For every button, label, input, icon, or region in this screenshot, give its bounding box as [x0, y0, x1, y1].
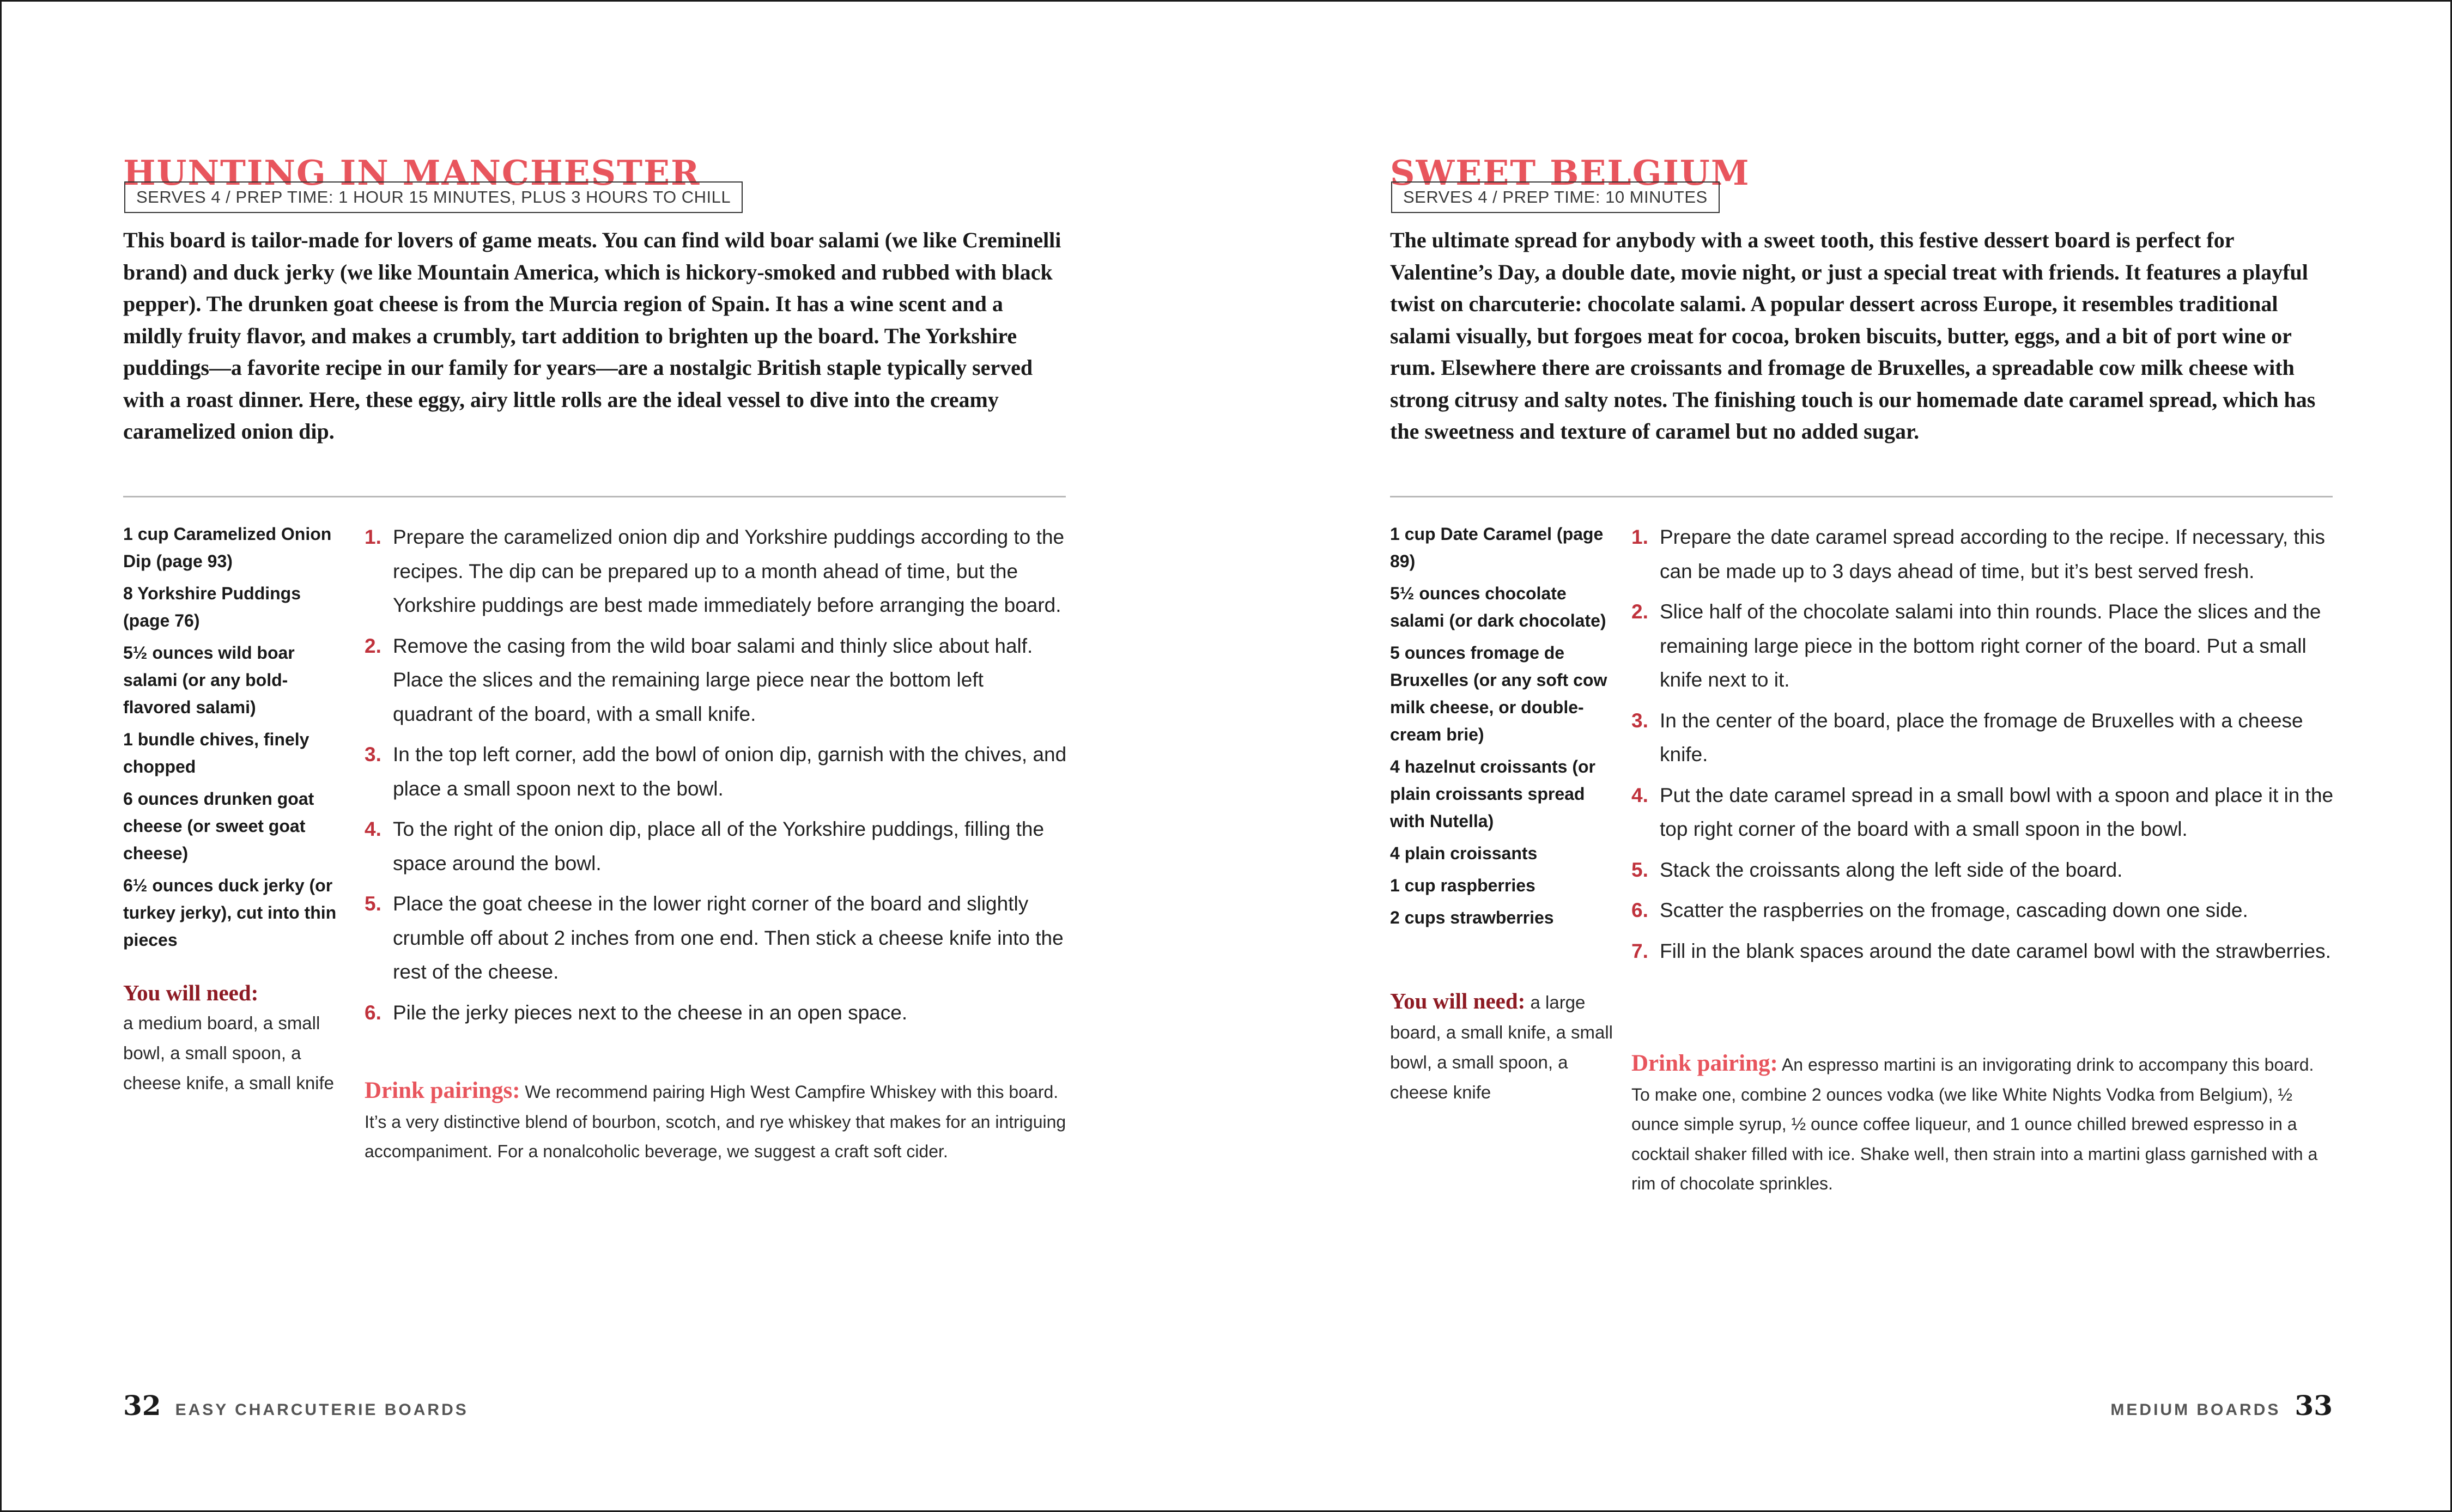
step-item	[1631, 853, 2334, 888]
divider	[123, 496, 1066, 497]
page-footer	[2110, 1389, 2333, 1422]
serves-box: SERVES 4 / PREP TIME: 10 MINUTES	[1391, 181, 1720, 213]
step-number: 1.	[365, 526, 381, 548]
step-list	[365, 520, 1067, 1036]
step-number: 7.	[1631, 939, 1648, 962]
intro-paragraph: The ultimate spread for anybody with a sweet tooth, this festive dessert board is perfect for Valentine’s Day, a double date, movie night, or just a special treat with friends. It features a playful twist on charcuterie: chocolate salami. A popular dessert across Europe, it resembles traditional salami visually, but forgoes meat for cocoa, broken biscuits, butter, eggs, and a bit of port wine or rum. Elsewhere there are croissants and fromage de Bruxelles, a spreadable cow milk cheese with strong citrusy and salty notes. The finishing touch is our homemade date caramel spread, which has the sweetness and texture of caramel but no added sugar.	[1390, 228, 2316, 444]
running-title: EASY CHARCUTERIE BOARDS	[175, 1401, 469, 1419]
step-number: 5.	[365, 892, 381, 915]
drink-pairing-text: We recommend pairing High West Campfire Whiskey with this board. It’s a very distinctive blend of bourbon, scotch, and rye whiskey that makes for an intriguing accompaniment. For a nonalcoholic beverage, we suggest a craft soft cider.	[365, 1082, 1066, 1161]
recipe-title: SWEET BELGIUM	[1390, 153, 1750, 193]
step-item	[1631, 779, 2334, 847]
ingredient-item: 8 Yorkshire Puddings (page 76)	[123, 584, 301, 630]
step-item	[365, 812, 1067, 881]
step-text: Fill in the blank spaces around the date caramel bowl with the strawberries.	[1660, 939, 2331, 962]
ingredient-item: 1 cup Caramelized Onion Dip (page 93)	[123, 524, 332, 571]
step-text: Remove the casing from the wild boar salami and thinly slice about half. Place the slices and the remaining large piece near the bottom left quadrant of the board, with a small knife.	[393, 634, 1033, 725]
step-number: 6.	[1631, 899, 1648, 921]
running-title: MEDIUM BOARDS	[2110, 1401, 2281, 1419]
step-text: To the right of the onion dip, place all of the Yorkshire puddings, filling the space around the bowl.	[393, 818, 1045, 875]
step-item	[1631, 894, 2334, 928]
you-will-need	[123, 978, 352, 1098]
ingredient-list	[123, 520, 344, 958]
step-text: In the center of the board, place the fromage de Bruxelles with a cheese knife.	[1660, 709, 2303, 766]
step-text: Prepare the date caramel spread according to the recipe. If necessary, this can be made up to 3 days ahead of time, but it’s best served fresh.	[1660, 526, 2325, 582]
step-text: Stack the croissants along the left side of the board.	[1660, 858, 2123, 881]
step-item	[1631, 595, 2334, 697]
step-number: 5.	[1631, 858, 1648, 881]
step-item	[1631, 520, 2334, 588]
divider	[1390, 496, 2333, 497]
ingredient-item: 5½ ounces wild boar salami (or any bold-flavored salami)	[123, 643, 295, 717]
step-number: 3.	[365, 743, 381, 766]
step-item	[365, 520, 1067, 623]
step-item	[365, 996, 1067, 1030]
recipe-title: HUNTING IN MANCHESTER	[123, 153, 701, 193]
step-item	[365, 887, 1067, 989]
step-number: 1.	[1631, 526, 1648, 548]
ingredient-item: 2 cups strawberries	[1390, 908, 1554, 927]
you-will-need-label: You will need:	[123, 980, 259, 1005]
drink-pairing-label: Drink pairings:	[365, 1078, 520, 1103]
step-number: 2.	[365, 634, 381, 657]
step-number: 4.	[1631, 784, 1648, 806]
ingredient-item: 6½ ounces duck jerky (or turkey jerky), cut into thin pieces	[123, 876, 337, 950]
ingredient-item: 5½ ounces chocolate salami (or dark chocolate)	[1390, 584, 1606, 630]
ingredient-item: 4 hazelnut croissants (or plain croissants spread with Nutella)	[1390, 757, 1595, 831]
you-will-need-text: a medium board, a small bowl, a small spoon, a cheese knife, a small knife	[123, 1013, 335, 1093]
step-number: 2.	[1631, 600, 1648, 623]
step-text: Place the goat cheese in the lower right corner of the board and slightly crumble off about 2 inches from one end. Then stick a cheese knife into the rest of the cheese.	[393, 892, 1064, 983]
step-list	[1631, 520, 2334, 975]
step-number: 4.	[365, 818, 381, 840]
ingredient-item: 1 bundle chives, finely chopped	[123, 730, 309, 776]
step-text: Pile the jerky pieces next to the cheese in an open space.	[393, 1001, 908, 1024]
step-text: In the top left corner, add the bowl of onion dip, garnish with the chives, and place a small spoon next to the bowl.	[393, 743, 1067, 800]
page-footer	[123, 1389, 469, 1422]
step-item	[365, 629, 1067, 732]
ingredient-item: 5 ounces fromage de Bruxelles (or any soft cow milk cheese, or double-cream brie)	[1390, 643, 1607, 744]
intro-paragraph: This board is tailor-made for lovers of game meats. You can find wild boar salami (we like Creminelli brand) and duck jerky (we like Mountain America, which is hickory-smoked and rubbed with black pepper). The drunken goat cheese is from the Murcia region of Spain. It has a wine scent and a mildly fruity flavor, and makes a crumbly, tart addition to brighten up the board. The Yorkshire puddings—a favorite recipe in our family for years—are a nostalgic British staple typically served with a roast dinner. Here, these eggy, airy little rolls are the ideal vessel to dive into the creamy caramelized onion dip.	[123, 228, 1061, 444]
ingredient-item: 6 ounces drunken goat cheese (or sweet goat cheese)	[123, 789, 314, 863]
step-number: 6.	[365, 1001, 381, 1024]
step-item	[1631, 704, 2334, 772]
you-will-need	[1390, 986, 1619, 1107]
ingredient-item: 4 plain croissants	[1390, 843, 1538, 863]
drink-pairing-label: Drink pairing:	[1631, 1050, 1778, 1076]
drink-pairing-text: An espresso martini is an invigorating drink to accompany this board. To make one, combine 2 ounces vodka (we like White Nights Vodka from Belgium), ½ ounce simple syrup, ½ ounce coffee liqueur, and 1 ounce chilled brewed espresso in a cocktail shaker filled with ice. Shake well, then strain into a martini glass garnished with a rim of chocolate sprinkles.	[1631, 1055, 2318, 1193]
step-text: Prepare the caramelized onion dip and Yorkshire puddings according to the recipes. The dip can be prepared up to a month ahead of time, but the Yorkshire puddings are best made immediately before arranging the board.	[393, 526, 1065, 616]
step-text: Put the date caramel spread in a small bowl with a spoon and place it in the top right corner of the board with a small spoon in the bowl.	[1660, 784, 2334, 840]
step-item	[1631, 934, 2334, 969]
ingredient-item: 1 cup raspberries	[1390, 876, 1535, 895]
page-number: 32	[123, 1389, 161, 1422]
ingredient-list	[1390, 520, 1611, 936]
step-number: 3.	[1631, 709, 1648, 732]
you-will-need-text: a large board, a small knife, a small bowl, a small spoon, a cheese knife	[1390, 992, 1613, 1102]
step-text: Slice half of the chocolate salami into thin rounds. Place the slices and the remaining large piece in the bottom right corner of the board. Put a small knife next to it.	[1660, 600, 2321, 691]
serves-box: SERVES 4 / PREP TIME: 1 HOUR 15 MINUTES, PLUS 3 HOURS TO CHILL	[124, 181, 743, 213]
drink-pairing	[365, 1076, 1067, 1167]
step-text: Scatter the raspberries on the fromage, cascading down one side.	[1660, 899, 2248, 921]
you-will-need-label: You will need:	[1390, 988, 1526, 1013]
step-item	[365, 738, 1067, 806]
page-number: 33	[2295, 1389, 2333, 1422]
drink-pairing	[1631, 1049, 2334, 1199]
ingredient-item: 1 cup Date Caramel (page 89)	[1390, 524, 1604, 571]
